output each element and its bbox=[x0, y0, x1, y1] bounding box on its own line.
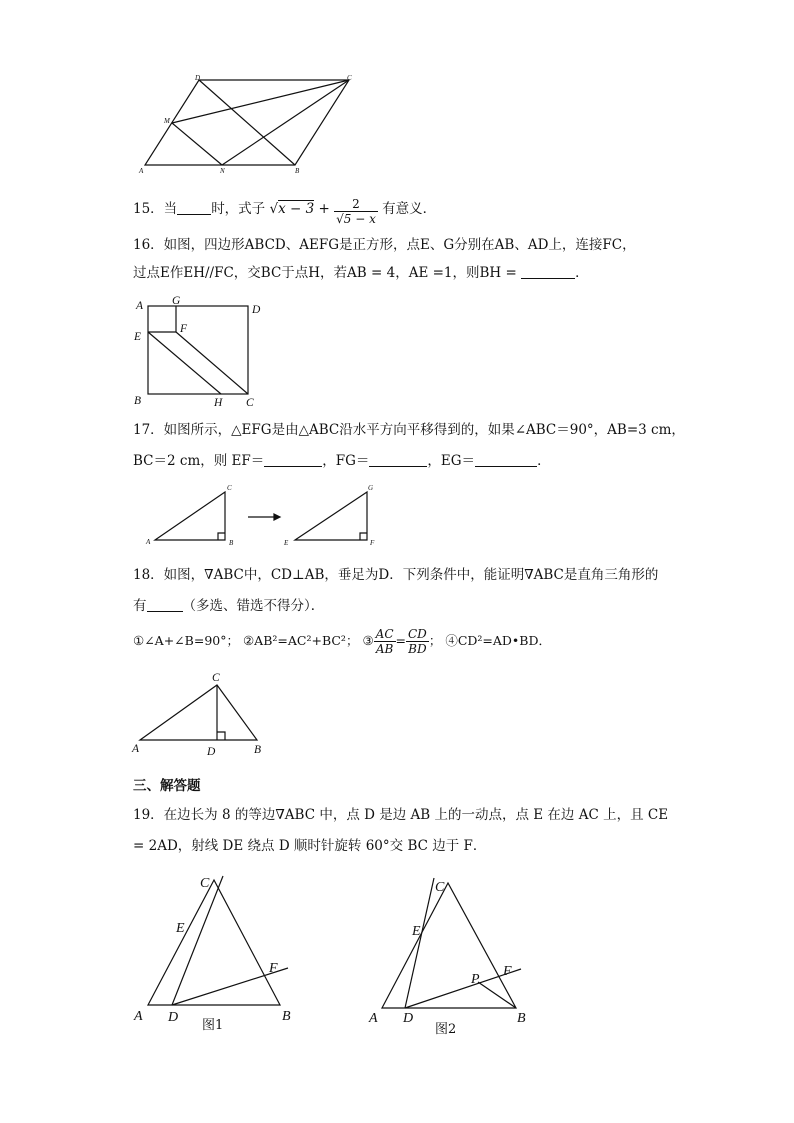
label-A: A bbox=[134, 1009, 143, 1024]
figure-caption: 图1 bbox=[202, 1018, 224, 1033]
question-19-line1: 19．在边长为 8 的等边∇ABC 中，点 D 是边 AB 上的一动点，点 E 在边 AC 上，且 CE bbox=[133, 807, 669, 823]
option-4: ④CD²=AD•BD． bbox=[445, 633, 552, 648]
question-15: 15．当 时，式子 √x − 3 + $\frac{2}{√5 - x}$ 有意义． bbox=[133, 197, 437, 226]
square-AEFG bbox=[148, 306, 176, 332]
option-2: ②AB²=AC²+BC²； bbox=[242, 633, 359, 648]
question-16-line1: 16．如图，四边形ABCD、AEFG是正方形，点E、G分别在AB、AD上，连接FC， bbox=[133, 237, 636, 253]
triangle-ABC bbox=[382, 883, 516, 1008]
right-angle-B bbox=[218, 533, 225, 540]
label-F: F bbox=[370, 539, 375, 547]
label-G: G bbox=[172, 295, 181, 307]
question-17-line2: BC＝2 cm，则 EF＝ ，FG＝ ，EG＝ ． bbox=[133, 453, 551, 469]
ray-DE bbox=[172, 876, 223, 1005]
label-F: F bbox=[269, 961, 278, 976]
label-D: D bbox=[195, 74, 201, 82]
label-D: D bbox=[168, 1010, 179, 1025]
arrow-head bbox=[274, 514, 280, 520]
parallelogram-figure bbox=[135, 72, 360, 177]
label-F: F bbox=[503, 964, 512, 979]
label-G: G bbox=[368, 484, 374, 492]
segment-CM bbox=[172, 80, 349, 123]
label-E: E bbox=[134, 331, 142, 343]
answer-blank-FG bbox=[369, 453, 427, 467]
answer-blank bbox=[177, 201, 211, 215]
square-figure bbox=[128, 292, 268, 410]
section-heading: 三、解答题 bbox=[133, 778, 201, 794]
label-B: B bbox=[517, 1011, 526, 1026]
answer-blank bbox=[147, 598, 183, 612]
label-E: E bbox=[176, 921, 185, 936]
answer-blank bbox=[521, 265, 575, 279]
label-C: C bbox=[347, 74, 352, 82]
label-B: B bbox=[282, 1009, 291, 1024]
question-19-line2: = 2AD，射线 DE 绕点 D 顺时针旋转 60°交 BC 边于 F． bbox=[133, 838, 487, 854]
label-A: A bbox=[132, 743, 140, 755]
label-F: F bbox=[180, 323, 188, 335]
question-16-line2: 过点E作EH//FC，交BC于点H，若AB = 4，AE =1，则BH = ． bbox=[133, 265, 589, 281]
label-C: C bbox=[200, 876, 210, 891]
segment-EH bbox=[148, 332, 221, 394]
label-E: E bbox=[412, 924, 421, 939]
question-17-line1: 17．如图所示，△EFG是由△ABC沿水平方向平移得到的，如果∠ABC＝90°，AB=3 cm， bbox=[133, 422, 685, 438]
triangle-ABC bbox=[155, 492, 225, 540]
triangle-ABC bbox=[140, 685, 257, 740]
label-A: A bbox=[146, 538, 151, 546]
label-N: N bbox=[220, 167, 225, 175]
label-D: D bbox=[252, 304, 261, 316]
answer-blank-EG bbox=[475, 453, 537, 467]
right-triangle-figure bbox=[130, 668, 270, 760]
diagonal-DB bbox=[199, 80, 295, 165]
label-D: D bbox=[403, 1011, 414, 1026]
segment-PB bbox=[478, 982, 516, 1008]
label-C: C bbox=[227, 484, 232, 492]
label-M: M bbox=[164, 117, 170, 125]
label-B: B bbox=[254, 744, 262, 756]
segment-CN bbox=[222, 80, 349, 165]
translation-figure bbox=[140, 477, 390, 553]
label-A: A bbox=[139, 167, 144, 175]
label-B: B bbox=[134, 395, 142, 407]
sqrt-expression: √x − 3 bbox=[269, 201, 315, 217]
option-3: ③ $\frac{AC}{AB}$ = $\frac{CD}{BD}$ ； bbox=[362, 627, 442, 656]
label-C: C bbox=[435, 880, 445, 895]
segment-MN bbox=[172, 123, 222, 165]
label-C: C bbox=[246, 397, 254, 409]
answer-blank-EF bbox=[264, 453, 322, 467]
figure-caption: 图2 bbox=[435, 1022, 457, 1037]
label-P: P bbox=[471, 972, 480, 987]
right-angle-D bbox=[217, 732, 225, 740]
label-B: B bbox=[229, 539, 234, 547]
label-H: H bbox=[214, 397, 223, 409]
label-E: E bbox=[284, 539, 289, 547]
label-A: A bbox=[369, 1011, 378, 1026]
label-C: C bbox=[212, 672, 220, 684]
question-18-options bbox=[133, 624, 551, 658]
fraction: $\frac{2}{√5 - x}$ bbox=[336, 197, 376, 226]
label-D: D bbox=[207, 746, 216, 758]
ray-DE bbox=[405, 878, 434, 1008]
equilateral-figure-2 bbox=[365, 868, 545, 1043]
question-18-line2: 有 （多选、错选不得分）． bbox=[133, 598, 325, 614]
segment-FC bbox=[176, 332, 248, 394]
equilateral-figure-1 bbox=[128, 868, 308, 1038]
right-angle-F bbox=[360, 533, 367, 540]
question-18-line1: 18．如图，∇ABC中，CD⊥AB，垂足为D．下列条件中，能证明∇ABC是直角三角形的 bbox=[133, 567, 659, 583]
option-1: ①∠A+∠B=90°； bbox=[133, 633, 239, 648]
label-A: A bbox=[136, 300, 144, 312]
triangle-EFG bbox=[295, 492, 367, 540]
label-B: B bbox=[295, 167, 300, 175]
